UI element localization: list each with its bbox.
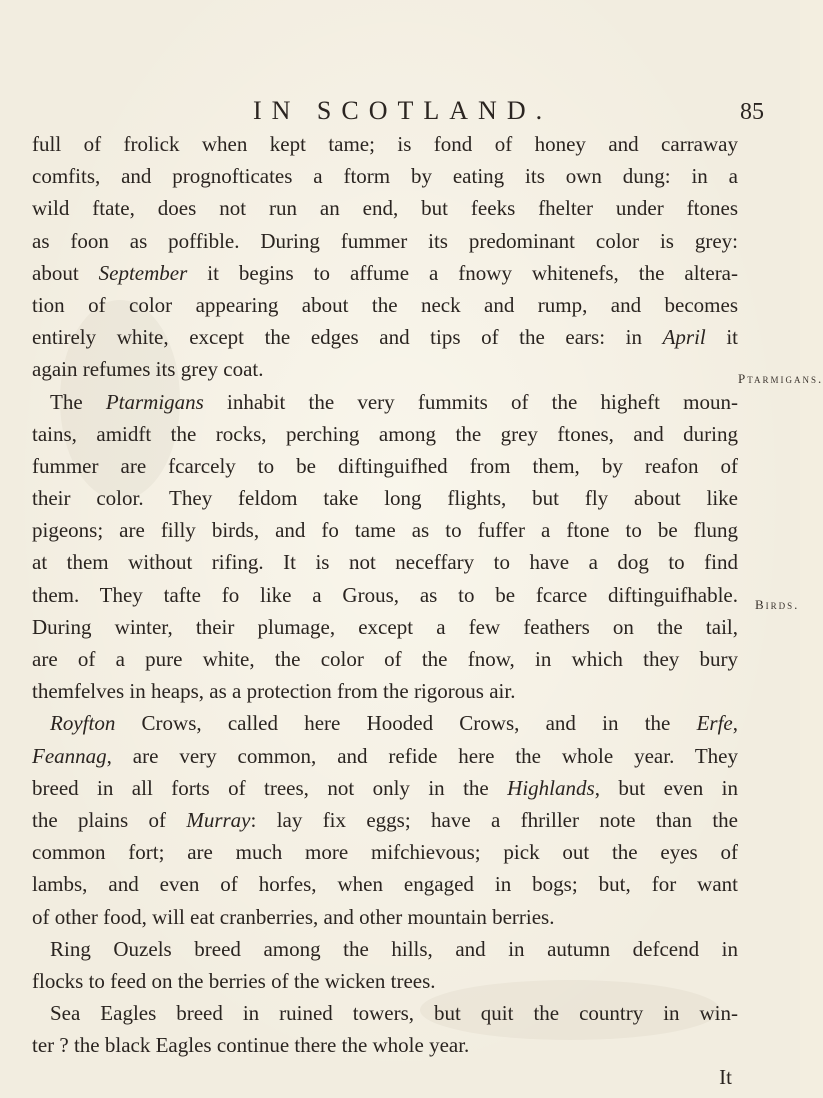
text-run: Crows, called here Hooded Crows, and in the [115, 711, 697, 736]
text-run: them. They tafte fo like a Grous, as to be fcarce diftinguifhable. [32, 582, 738, 607]
text-run: The [50, 389, 106, 414]
text-run: lambs, and even of horfes, when engaged in bogs; but, for want [32, 872, 738, 897]
text-run: about [32, 260, 99, 285]
italic-term: April [662, 325, 706, 350]
text-line [32, 418, 738, 450]
italic-term: Feannag [32, 743, 107, 768]
italic-term: Highlands [507, 775, 595, 800]
text-run: pigeons; are filly birds, and fo tame as to fuffer a ftone to be flung [32, 518, 738, 543]
text-line [32, 901, 738, 933]
text-run: wild ftate, does not run an end, but feeks fhelter under ftones [32, 196, 738, 221]
text-line [32, 965, 738, 997]
text-run: full of frolick when kept tame; is fond of honey and carraway [32, 132, 738, 156]
italic-term: September [98, 260, 188, 285]
text-line [32, 611, 738, 643]
text-line [32, 546, 738, 578]
text-run: tains, amidft the rocks, perching among the grey ftones, and during [32, 421, 738, 446]
text-run: it begins to affume a fnowy whitenefs, the altera- [187, 260, 739, 285]
text-line [32, 482, 738, 514]
body-text [32, 128, 738, 1094]
text-line [32, 386, 738, 418]
text-run: It [719, 1065, 732, 1090]
text-run: at them without rifing. It is not neceffary to have a dog to find [32, 550, 738, 575]
text-run: : lay fix eggs; have a fhriller note than the [250, 807, 738, 832]
text-run: , [732, 711, 738, 736]
text-line [32, 740, 738, 772]
text-run: ter ? the black Eagles continue there the whole year. [32, 1033, 470, 1058]
text-run: breed in all forts of trees, not only in the [32, 775, 508, 800]
text-run: themfelves in heaps, as a protection from the rigorous air. [32, 679, 516, 704]
text-run: their color. They feldom take long flights, but fly about like [32, 486, 738, 511]
text-line [32, 868, 738, 900]
text-line [32, 225, 738, 257]
text-run: comfits, and prognofticates a ftorm by eating its own dung: in a [32, 164, 738, 189]
text-line [32, 997, 738, 1029]
text-line [32, 321, 738, 353]
italic-term: Murray [186, 807, 251, 832]
text-run: entirely white, except the edges and tips of the ears: in [32, 325, 663, 350]
text-run: again refumes its grey coat. [32, 357, 264, 382]
text-run: it [705, 325, 738, 350]
text-line [32, 353, 738, 385]
italic-term: Ptarmigans [105, 389, 204, 414]
text-line [32, 257, 738, 289]
text-line [32, 675, 738, 707]
text-run: of other food, will eat cranberries, and other mountain berries. [32, 904, 555, 929]
text-run: fummer are fcarcely to be diftinguifhed from them, by reafon of [32, 453, 738, 478]
italic-term: Erfe [696, 711, 733, 736]
text-run: tion of color appearing about the neck and rump, and becomes [32, 292, 738, 317]
text-line [32, 160, 738, 192]
text-line [32, 514, 738, 546]
text-run: as foon as poffible. During fummer its predominant color is grey: [32, 228, 738, 253]
page-number: 85 [740, 99, 764, 125]
text-run: flocks to feed on the berries of the wicken trees. [32, 968, 436, 993]
running-head: IN SCOTLAND. [253, 96, 553, 125]
text-line [32, 192, 738, 224]
text-line [32, 289, 738, 321]
text-line [32, 772, 738, 804]
margin-note-ptarmigans: Ptarmigans. [738, 371, 823, 386]
catchword [32, 1061, 738, 1093]
text-line [32, 579, 738, 611]
text-run: Ring Ouzels breed among the hills, and in autumn defcend in [50, 936, 738, 961]
text-line [32, 1029, 738, 1061]
text-run: inhabit the very fummits of the higheft moun- [203, 389, 738, 414]
text-run: common fort; are much more mifchievous; pick out the eyes of [32, 840, 738, 865]
text-run: the plains of [32, 807, 187, 832]
text-line [32, 643, 738, 675]
text-run: , but even in [594, 775, 738, 800]
text-run: are of a pure white, the color of the fnow, in which they bury [32, 647, 738, 671]
text-line [32, 836, 738, 868]
text-run: Sea Eagles breed in ruined towers, but quit the country in win- [50, 1001, 738, 1026]
text-line [32, 804, 738, 836]
text-run: , are very common, and refide here the whole year. They [106, 743, 738, 768]
italic-term: Royfton [50, 711, 116, 736]
text-run: During winter, their plumage, except a few feathers on the tail, [32, 614, 738, 639]
text-line [32, 933, 738, 965]
text-line [32, 450, 738, 482]
text-line [32, 707, 738, 739]
margin-note-birds: Birds. [755, 597, 800, 612]
text-line [32, 128, 738, 160]
